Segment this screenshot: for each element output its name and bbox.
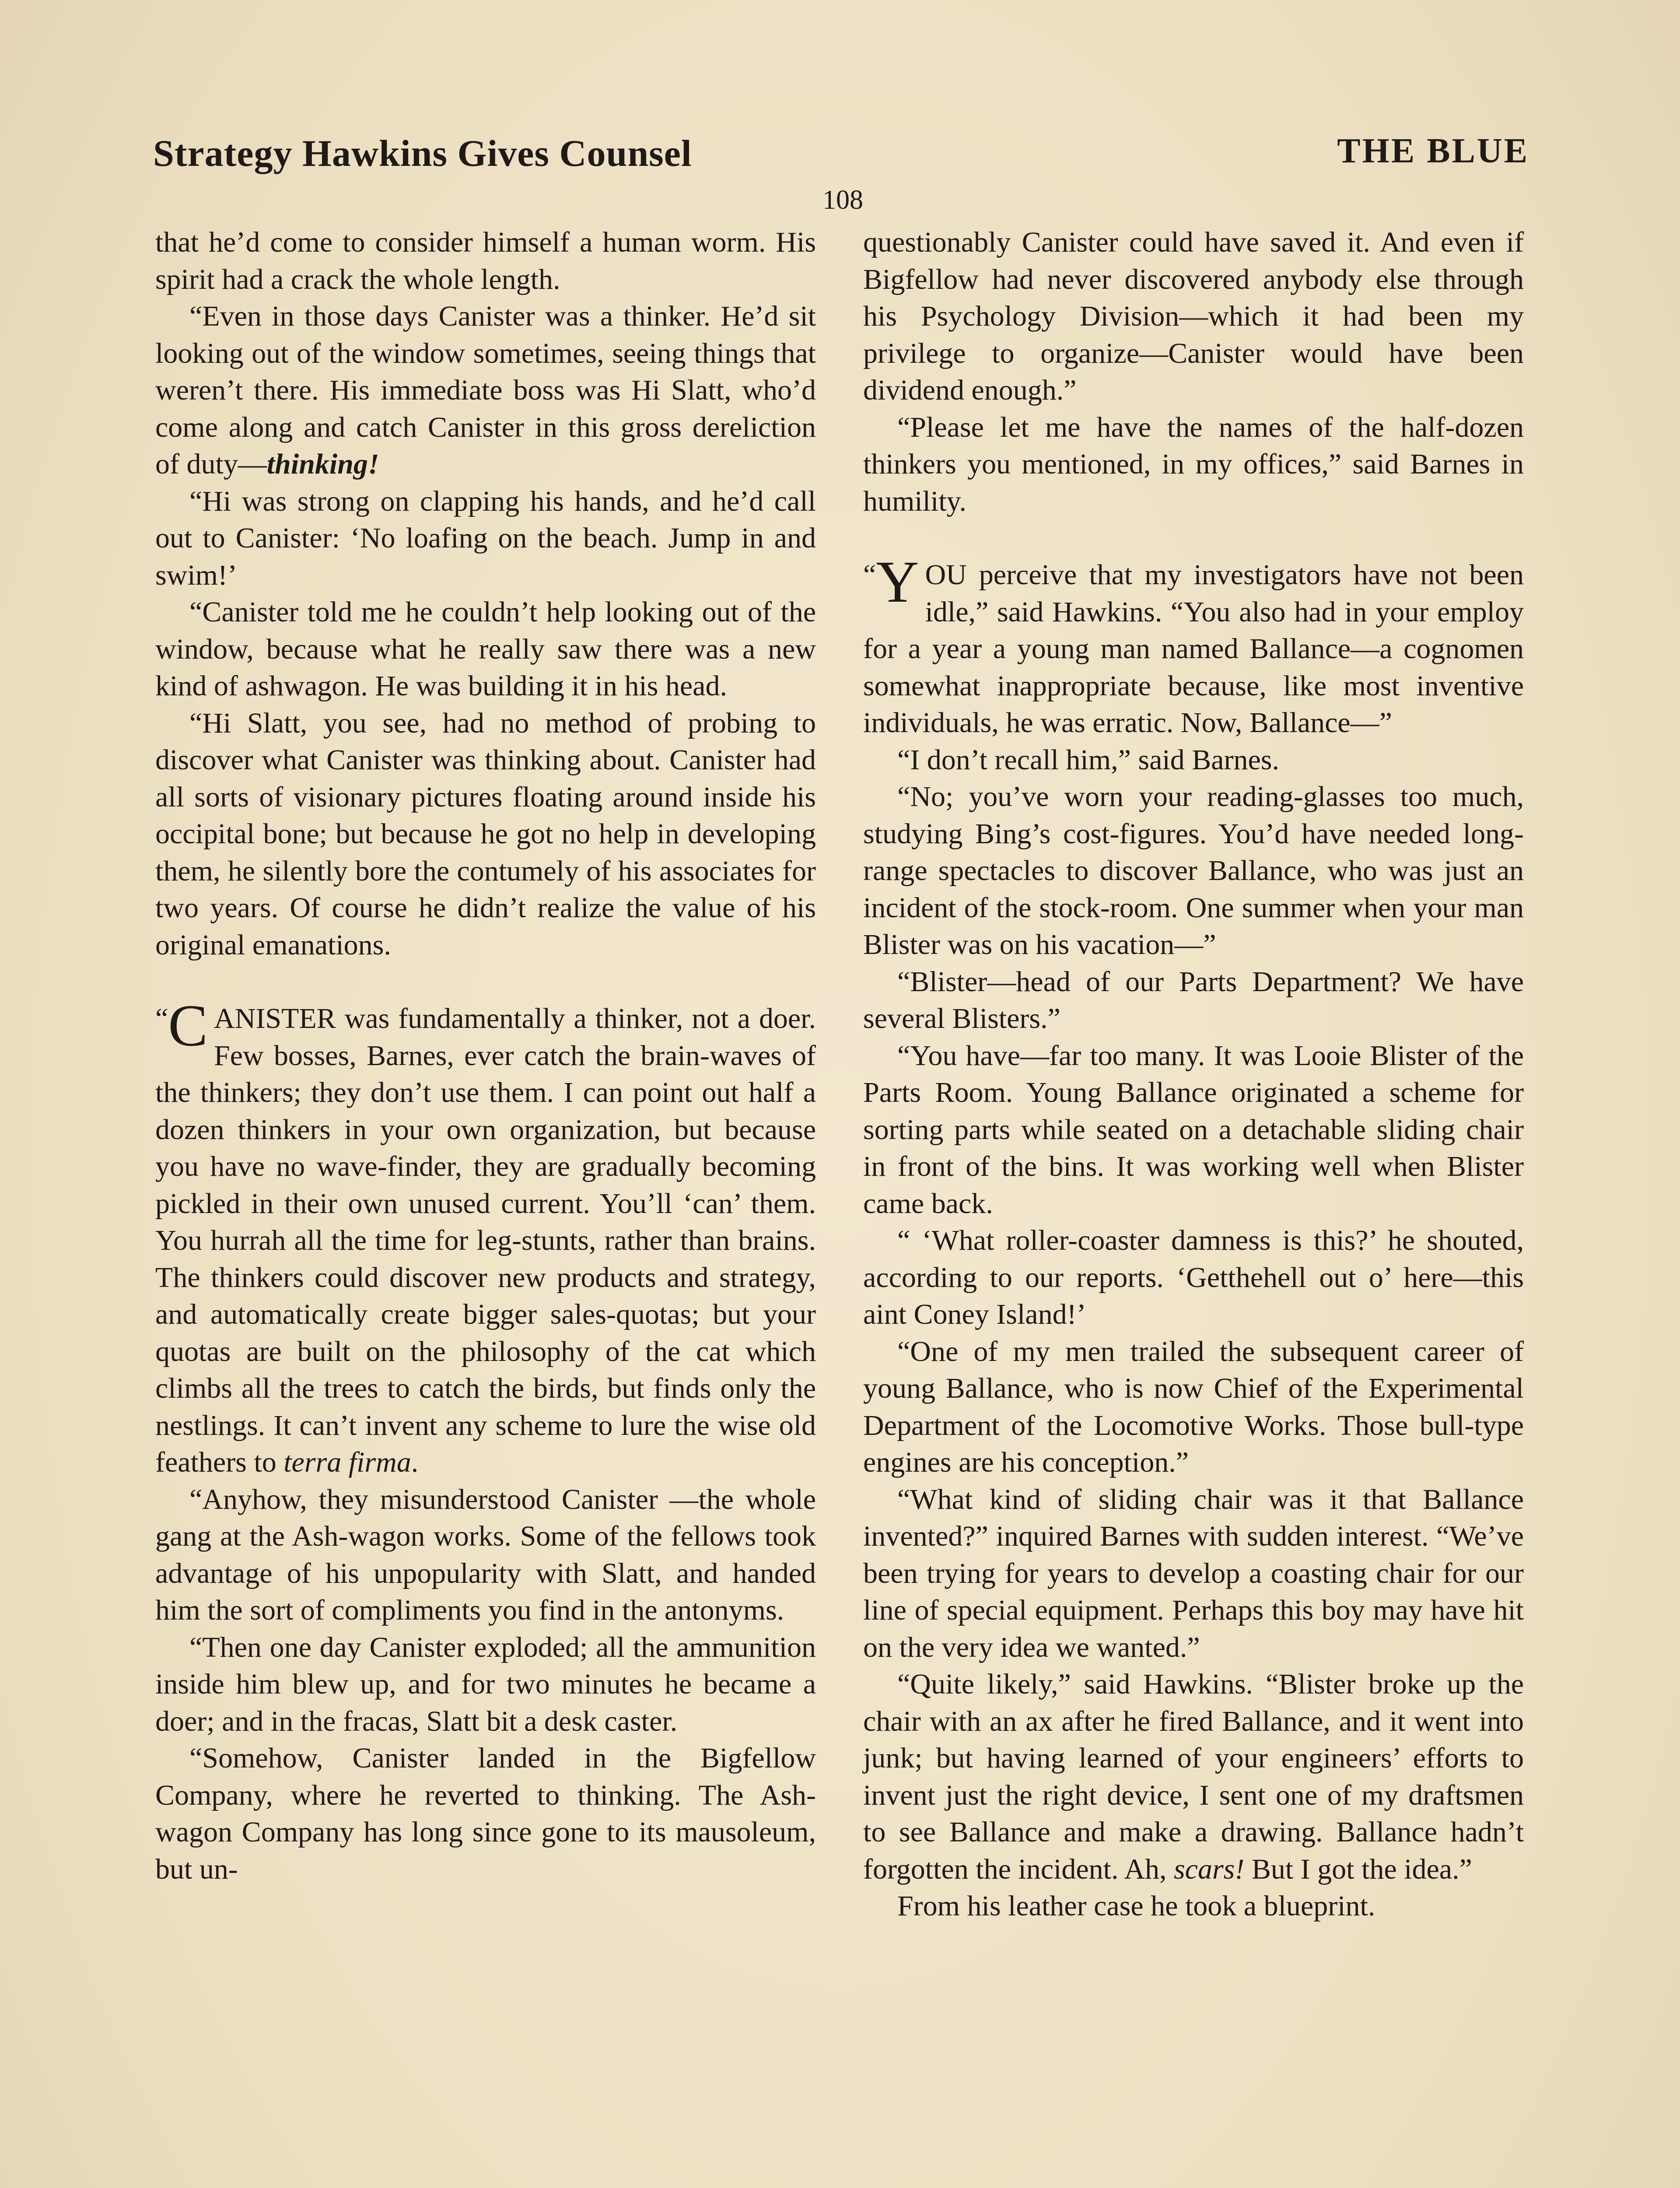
paragraph: “Then one day Canister exploded; all the ammunition inside him blew up, and for two minutes he became a doer; and in the fracas, Slatt bit a desk caster.: [155, 1631, 816, 1737]
paragraph-text: “Even in those days Canister was a thinker. He’d sit looking out of the window sometimes, seeing things that weren’t there. His immediate boss was Hi Slatt, who’d come along and catch Canister in this gross dereliction of duty—: [155, 300, 816, 480]
paragraph: “Anyhow, they misunderstood Canister —the whole gang at the Ash-wagon works. Some of the fellows took advantage of his unpopularity with Slatt, and handed him the sort of compliments you find in the antonyms.: [155, 1483, 816, 1626]
paragraph: “Hi Slatt, you see, had no method of probing to discover what Canister was thinking about. Canister had all sorts of visionary pictures floating around inside his occipital bone; but because he got no help in developing them, he silently bore the contumely of his associates for two years. Of course he didn’t realize the value of his original emanations.: [155, 707, 816, 961]
italic-text: scars!: [1173, 1853, 1245, 1885]
section-break: [155, 964, 816, 1000]
paragraph: [863, 1666, 1524, 1888]
paragraph-text: .: [411, 1446, 419, 1478]
italic-text: thinking!: [266, 448, 379, 480]
paragraph: “Somehow, Canister landed in the Bigfellow Company, where he reverted to thinking. The Ash-wagon Company has long since gone to its mausoleum, but un-: [155, 1742, 816, 1885]
paragraph: “Canister told me he couldn’t help looking out of the window, because what he really saw there was a new kind of ashwagon. He was building it in his head.: [155, 596, 816, 702]
paragraph: “You have—far too many. It was Looie Blister of the Parts Room. Young Ballance originated a scheme for sorting parts while seated on a detachable sliding chair in front of the bins. It was working well when Blister came back.: [863, 1039, 1524, 1220]
paragraph-drop-cap: [863, 549, 1524, 742]
paragraph: “Blister—head of our Parts Department? We have several Blisters.”: [863, 965, 1524, 1034]
paragraph: From his leather case he took a blueprint.: [897, 1890, 1376, 1922]
section-break: [863, 520, 1524, 557]
paragraph: “I don’t recall him,” said Barnes.: [897, 743, 1279, 776]
drop-cap: Y: [876, 549, 919, 615]
paragraph: “What kind of sliding chair was it that Ballance invented?” inquired Barnes with sudden interest. “We’ve been trying for years to develop a coasting chair for our line of special equipment. Perhaps this boy may have hit on the very idea we wanted.”: [863, 1483, 1524, 1663]
paragraph: questionably Canister could have saved it. And even if Bigfellow had never discovered anybody else through his Psychology Division—which it had been my privilege to organize—Canister would have been dividend enough.”: [863, 226, 1524, 406]
paragraph: that he’d come to consider himself a human worm. His spirit had a crack the whole length.: [155, 226, 816, 295]
paragraph-text: “Quite likely,” said Hawkins. “Blister broke up the chair with an ax after he fired Ballance, and it went into junk; but having learned of your engineers’ efforts to invent just the right device, I sent one of my draftsmen to see Ballance and make a drawing. Ballance hadn’t forgotten the incident. Ah,: [863, 1668, 1524, 1885]
page-number: 108: [822, 185, 863, 215]
left-column: [155, 224, 816, 1888]
opening-quote: “: [863, 559, 876, 591]
paragraph: “ ‘What roller-coaster damness is this?’ he shouted, according to our reports. ‘Getthehell out o’ here—this aint Coney Island!’: [863, 1224, 1524, 1330]
paragraph: “One of my men trailed the subsequent career of young Ballance, who is now Chief of the Experimental Department of the Locomotive Works. Those bull-type engines are his conception.”: [863, 1335, 1524, 1478]
paragraph: “Please let me have the names of the half-dozen thinkers you mentioned, in my offices,” said Barnes in humility.: [863, 411, 1524, 517]
paragraph: “No; you’ve worn your reading-glasses too much, studying Bing’s cost-figures. You’d have needed long-range spectacles to discover Ballance, who was just an incident of the stock-room. One summer when your man Blister was on his vacation—”: [863, 781, 1524, 961]
paragraph: [155, 298, 816, 483]
right-column: [863, 224, 1524, 1925]
paragraph-text: ANISTER was fundamentally a thinker, not a doer. Few bosses, Barnes, ever catch the brain-waves of the thinkers; they don’t use them. I can point out half a dozen thinkers in your own organization, but because you have no wave-finder, they are gradually becoming pickled in their own unused current. You’ll ‘can’ them. You hurrah all the time for leg-stunts, rather than brains. The thinkers could discover new products and strategy, and automatically create bigger sales-quotas; but your quotas are built on the philosophy of the cat which climbs all the trees to catch the birds, but finds only the nestlings. It can’t invent any scheme to lure the wise old feathers to: [155, 1003, 816, 1478]
opening-quote: “: [155, 1003, 168, 1034]
paragraph: “Hi was strong on clapping his hands, and he’d call out to Canister: ‘No loafing on the beach. Jump in and swim!’: [155, 485, 816, 591]
running-title: Strategy Hawkins Gives Counsel: [153, 132, 692, 174]
magazine-name: THE BLUE: [1337, 132, 1529, 170]
paragraph-drop-cap: [155, 993, 816, 1481]
drop-cap: C: [168, 993, 208, 1059]
italic-text: terra firma: [284, 1446, 411, 1478]
paragraph-text: But I got the idea.”: [1251, 1853, 1472, 1885]
paragraph-text: OU perceive that my investigators have not been idle,” said Hawkins. “You also had in your employ for a year a young man named Ballance—a cognomen somewhat inappropriate because, like most inventive individuals, he was erratic. Now, Ballance—”: [863, 559, 1524, 739]
